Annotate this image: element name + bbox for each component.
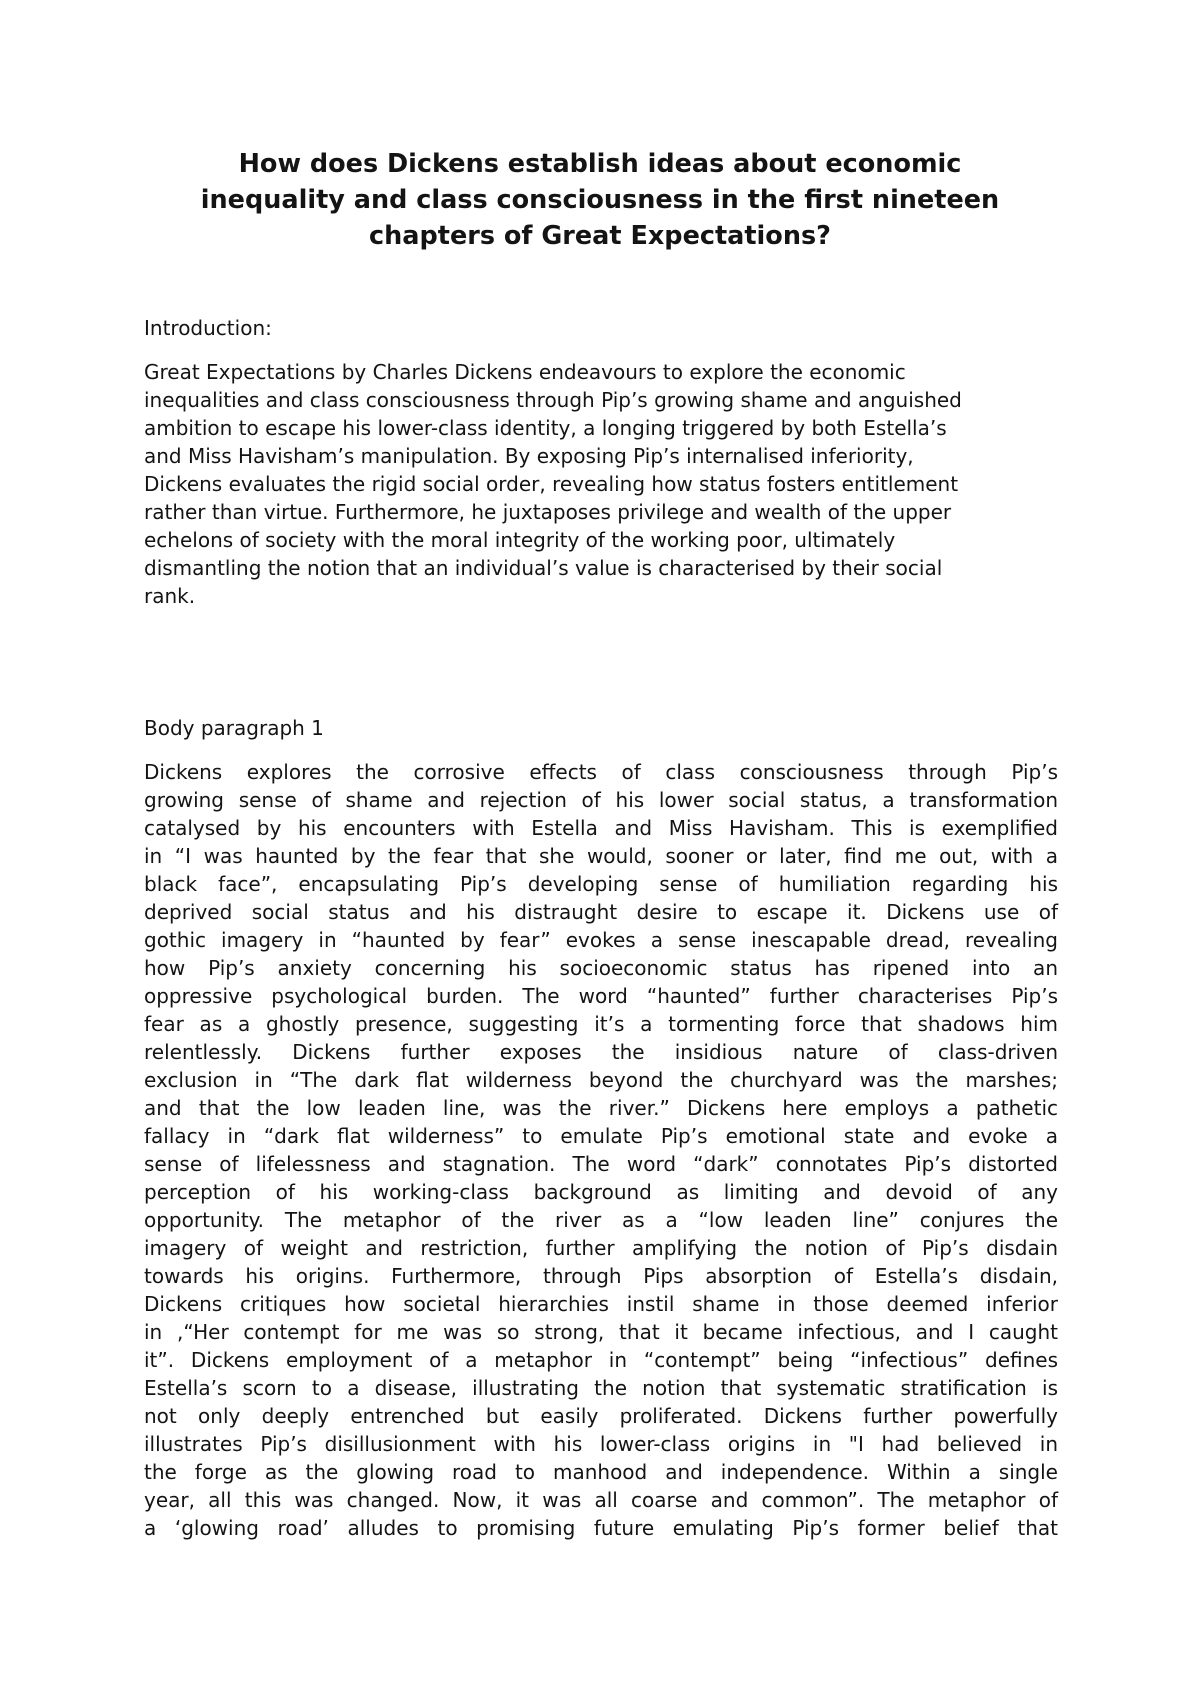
paragraph-line: in “I was haunted by the fear that she would, sooner or later, find me out, with a [144, 844, 1058, 868]
paragraph-line: how Pip’s anxiety concerning his socioeconomic status has ripened into an [144, 956, 1058, 980]
paragraph-line: rather than virtue. Furthermore, he juxtaposes privilege and wealth of the upper [144, 500, 952, 524]
paragraph-line: opportunity. The metaphor of the river as a “low leaden line” conjures the [144, 1208, 1058, 1232]
paragraph-line: black face”, encapsulating Pip’s developing sense of humiliation regarding his [144, 872, 1058, 896]
paragraph-line: Estella’s scorn to a disease, illustrating the notion that systematic stratification is [144, 1376, 1058, 1400]
paragraph-line: the forge as the glowing road to manhood and independence. Within a single [144, 1460, 1058, 1484]
paragraph-line: it”. Dickens employment of a metaphor in “contempt” being “infectious” defines [144, 1348, 1058, 1372]
paragraph-line: exclusion in “The dark flat wilderness beyond the churchyard was the marshes; [144, 1068, 1058, 1092]
paragraph-line: year, all this was changed. Now, it was all coarse and common”. The metaphor of [144, 1488, 1058, 1512]
body-paragraph-1 [144, 758, 1058, 1542]
body-paragraph-heading: Body paragraph 1 [144, 716, 324, 740]
paragraph-line: inequalities and class consciousness through Pip’s growing shame and anguished [144, 388, 962, 412]
paragraph-line: rank. [144, 584, 196, 608]
paragraph-line: gothic imagery in “haunted by fear” evokes a sense inescapable dread, revealing [144, 928, 1058, 952]
essay-title [140, 146, 1060, 254]
paragraph-line: Dickens critiques how societal hierarchies instil shame in those deemed inferior [144, 1292, 1058, 1316]
title-line: inequality and class consciousness in the first nineteen [200, 185, 1000, 215]
paragraph-line: Great Expectations by Charles Dickens endeavours to explore the economic [144, 360, 906, 384]
paragraph-line: and that the low leaden line, was the river.” Dickens here employs a pathetic [144, 1096, 1058, 1120]
paragraph-line: relentlessly. Dickens further exposes the insidious nature of class-driven [144, 1040, 1058, 1064]
paragraph-line: illustrates Pip’s disillusionment with his lower-class origins in "I had believed in [144, 1432, 1058, 1456]
paragraph-line: and Miss Havisham’s manipulation. By exposing Pip’s internalised inferiority, [144, 444, 914, 468]
paragraph-line: perception of his working-class background as limiting and devoid of any [144, 1180, 1058, 1204]
paragraph-line: growing sense of shame and rejection of his lower social status, a transformation [144, 788, 1058, 812]
paragraph-line: catalysed by his encounters with Estella and Miss Havisham. This is exemplified [144, 816, 1058, 840]
paragraph-line: dismantling the notion that an individual’s value is characterised by their social [144, 556, 943, 580]
paragraph-line: fear as a ghostly presence, suggesting it’s a tormenting force that shadows him [144, 1012, 1058, 1036]
paragraph-line: echelons of society with the moral integrity of the working poor, ultimately [144, 528, 896, 552]
introduction-heading: Introduction: [144, 316, 272, 340]
paragraph-line: not only deeply entrenched but easily proliferated. Dickens further powerfully [144, 1404, 1058, 1428]
paragraph-line: ambition to escape his lower-class identity, a longing triggered by both Estella’s [144, 416, 947, 440]
paragraph-line: deprived social status and his distraught desire to escape it. Dickens use of [144, 900, 1058, 924]
paragraph-line: sense of lifelessness and stagnation. The word “dark” connotates Pip’s distorted [144, 1152, 1058, 1176]
paragraph-line: imagery of weight and restriction, further amplifying the notion of Pip’s disdain [144, 1236, 1058, 1260]
paragraph-line: Dickens evaluates the rigid social order, revealing how status fosters entitlement [144, 472, 959, 496]
paragraph-line: in ,“Her contempt for me was so strong, that it became infectious, and I caught [144, 1320, 1058, 1344]
introduction-paragraph [144, 358, 1058, 610]
paragraph-line: fallacy in “dark flat wilderness” to emulate Pip’s emotional state and evoke a [144, 1124, 1058, 1148]
title-line: chapters of Great Expectations? [369, 221, 831, 251]
paragraph-line: oppressive psychological burden. The word “haunted” further characterises Pip’s [144, 984, 1058, 1008]
title-line: How does Dickens establish ideas about economic [238, 149, 962, 179]
paragraph-line: a ‘glowing road’ alludes to promising future emulating Pip’s former belief that [144, 1516, 1058, 1540]
paragraph-line: towards his origins. Furthermore, through Pips absorption of Estella’s disdain, [144, 1264, 1058, 1288]
paragraph-line: Dickens explores the corrosive effects of class consciousness through Pip’s [144, 760, 1058, 784]
